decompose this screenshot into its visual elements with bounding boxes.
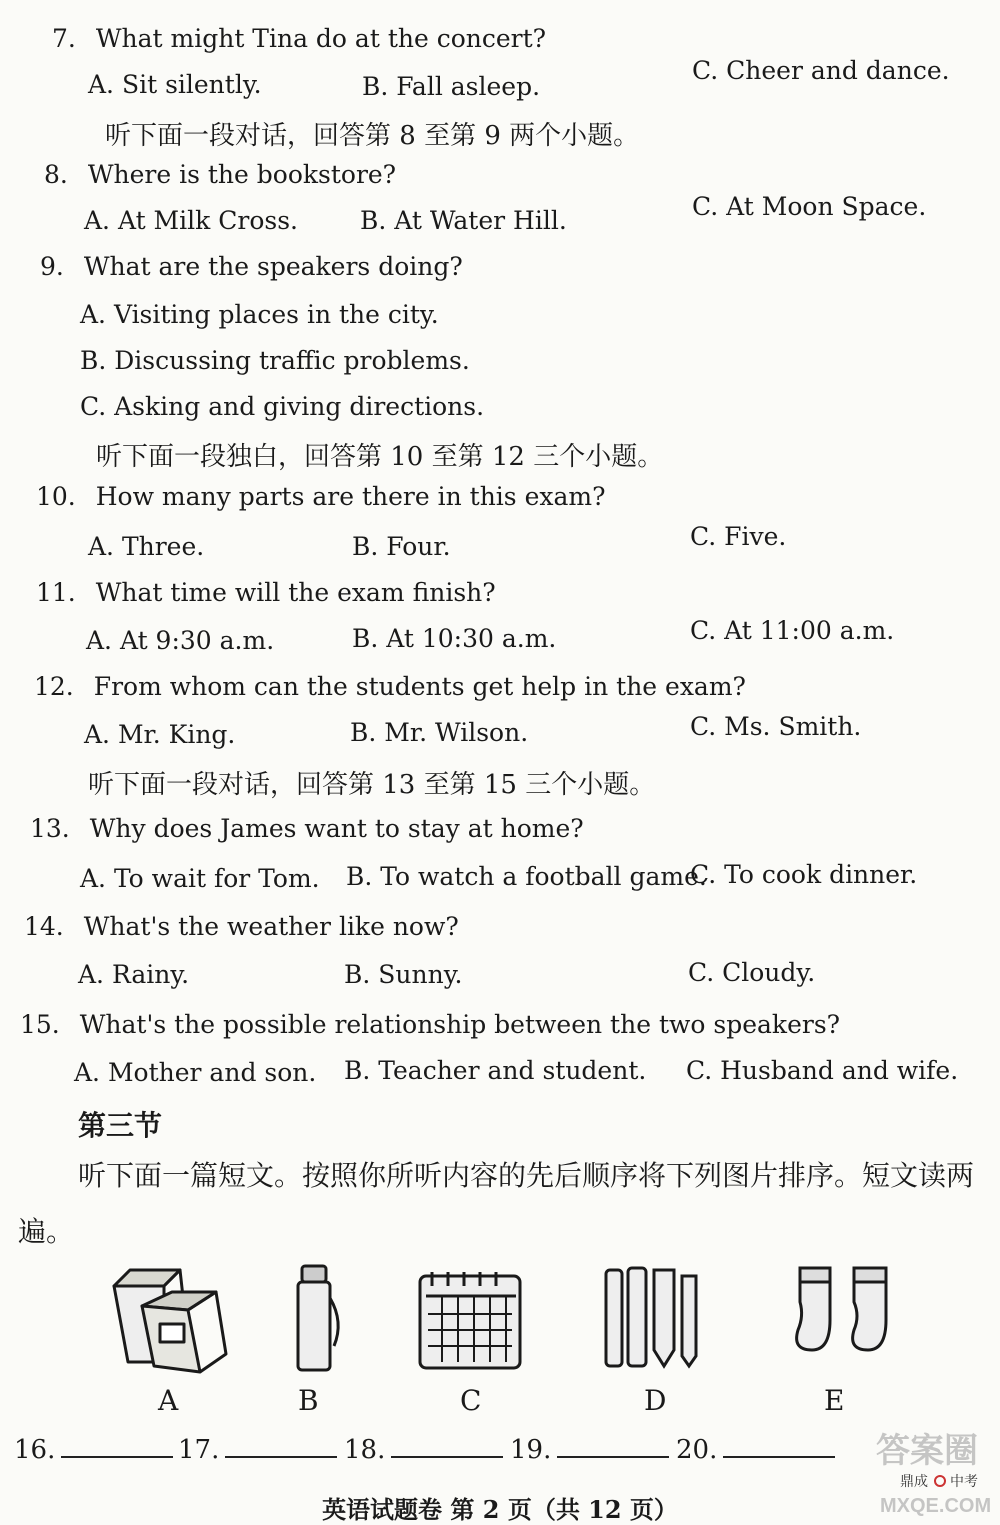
question-number: 9.: [40, 252, 64, 281]
question-text: What's the possible relationship between the two speakers?: [79, 1010, 841, 1039]
question-14: [24, 912, 459, 941]
option-13c: C. To cook dinner.: [690, 860, 918, 889]
picture-label-c: C: [460, 1384, 482, 1417]
picture-label-b: B: [298, 1384, 319, 1417]
option-13a: A. To wait for Tom.: [80, 864, 320, 893]
question-number: 15.: [20, 1010, 60, 1039]
instruction-13-15: 听下面一段对话，回答第 13 至第 15 三个小题。: [88, 770, 656, 800]
books-icon: [108, 1262, 233, 1377]
page-footer: 英语试题卷 第 2 页（共 12 页）: [322, 1495, 678, 1524]
picture-label-d: D: [644, 1384, 667, 1417]
svg-text:中考: 中考: [950, 1474, 978, 1490]
question-text: Why does James want to stay at home?: [89, 814, 584, 843]
option-13b: B. To watch a football game.: [346, 862, 707, 891]
answer-blank-19[interactable]: 19.: [510, 1434, 669, 1465]
option-8c: C. At Moon Space.: [692, 192, 927, 221]
option-15b: B. Teacher and student.: [344, 1056, 647, 1085]
question-text: What time will the exam finish?: [95, 578, 496, 607]
option-15a: A. Mother and son.: [74, 1058, 317, 1087]
question-text: Where is the bookstore?: [87, 160, 397, 189]
svg-text:鼎成: 鼎成: [900, 1474, 928, 1490]
option-7b: B. Fall asleep.: [362, 72, 541, 101]
question-7: [52, 24, 546, 53]
option-9c: C. Asking and giving directions.: [80, 392, 485, 421]
question-text: What's the weather like now?: [83, 912, 459, 941]
answer-blank-17[interactable]: 17.: [178, 1434, 337, 1465]
option-8a: A. At Milk Cross.: [84, 206, 298, 235]
option-11b: B. At 10:30 a.m.: [352, 624, 557, 653]
socks-icon: [788, 1262, 898, 1374]
question-number: 10.: [36, 482, 76, 511]
option-9b: B. Discussing traffic problems.: [80, 346, 470, 375]
option-11c: C. At 11:00 a.m.: [690, 616, 895, 645]
section-instruction: 听下面一篇短文。按照你所听内容的先后顺序将下列图片排序。短文读两遍。: [18, 1159, 975, 1248]
answer-blank-18[interactable]: 18.: [344, 1434, 503, 1465]
question-number: 7.: [52, 24, 76, 53]
question-8: [44, 160, 396, 189]
section-heading: 第三节: [78, 1109, 163, 1142]
thermos-icon: [290, 1262, 346, 1377]
option-7a: A. Sit silently.: [88, 70, 262, 99]
option-9a: A. Visiting places in the city.: [80, 300, 439, 329]
option-10b: B. Four.: [352, 532, 451, 561]
instruction-10-12: 听下面一段独白，回答第 10 至第 12 三个小题。: [96, 442, 664, 472]
pens-icon: [600, 1262, 710, 1374]
question-number: 14.: [24, 912, 64, 941]
option-12b: B. Mr. Wilson.: [350, 718, 529, 747]
question-text: What are the speakers doing?: [83, 252, 463, 281]
option-12c: C. Ms. Smith.: [690, 712, 862, 741]
svg-text:MXQE.COM: MXQE.COM: [880, 1495, 992, 1516]
answer-blank-16[interactable]: 16.: [14, 1434, 173, 1465]
option-10a: A. Three.: [88, 532, 205, 561]
instruction-8-9: 听下面一段对话，回答第 8 至第 9 两个小题。: [105, 121, 640, 151]
question-number: 11.: [36, 578, 76, 607]
question-text: How many parts are there in this exam?: [95, 482, 606, 511]
option-14a: A. Rainy.: [78, 960, 190, 989]
option-14c: C. Cloudy.: [688, 958, 816, 987]
svg-text:答案圈: 答案圈: [876, 1432, 978, 1470]
question-number: 8.: [44, 160, 68, 189]
question-text: What might Tina do at the concert?: [95, 24, 547, 53]
question-10: [36, 482, 605, 511]
option-7c: C. Cheer and dance.: [692, 56, 950, 85]
answer-blank-20[interactable]: 20.: [676, 1434, 835, 1465]
question-text: From whom can the students get help in the exam?: [93, 672, 746, 701]
picture-label-e: E: [824, 1384, 845, 1417]
option-10c: C. Five.: [690, 522, 787, 551]
question-11: [36, 578, 496, 607]
question-15: [20, 1010, 840, 1039]
question-9: [40, 252, 463, 281]
question-13: [30, 814, 584, 843]
calendar-icon: [412, 1262, 524, 1374]
question-number: 12.: [34, 672, 74, 701]
picture-label-a: A: [158, 1384, 179, 1417]
question-number: 13.: [30, 814, 70, 843]
question-12: [34, 672, 746, 701]
option-12a: A. Mr. King.: [84, 720, 236, 749]
option-8b: B. At Water Hill.: [360, 206, 567, 235]
option-14b: B. Sunny.: [344, 960, 463, 989]
option-11a: A. At 9:30 a.m.: [86, 626, 275, 655]
option-15c: C. Husband and wife.: [686, 1056, 959, 1085]
